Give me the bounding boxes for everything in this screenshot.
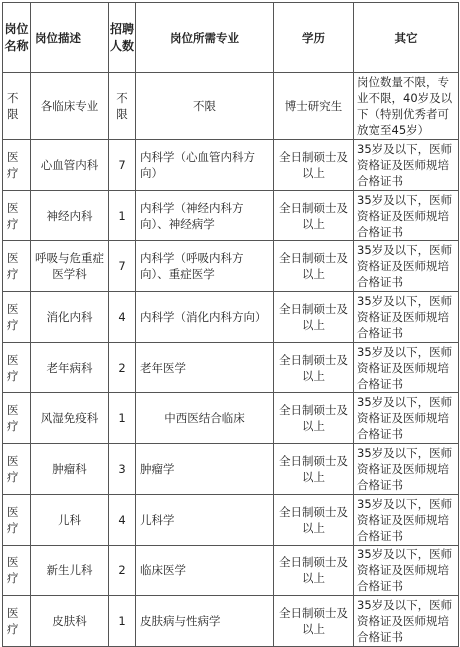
table-row — [3, 342, 459, 393]
cell-description: 心血管内科 — [31, 140, 109, 191]
cell-description: 肿瘤科 — [31, 444, 109, 495]
cell-count: 7 — [109, 241, 136, 292]
table-row — [3, 292, 459, 343]
header-education: 学历 — [274, 3, 354, 73]
cell-description: 消化内科 — [31, 292, 109, 343]
cell-other: 35岁及以下，医师资格证及医师规培合格证书 — [354, 494, 459, 545]
cell-category: 医疗 — [3, 241, 31, 292]
cell-other: 35岁及以下，医师资格证及医师规培合格证书 — [354, 292, 459, 343]
cell-description: 风湿免疫科 — [31, 393, 109, 444]
cell-count: 2 — [109, 545, 136, 596]
table-row — [3, 545, 459, 596]
cell-count: 4 — [109, 494, 136, 545]
cell-category: 医疗 — [3, 342, 31, 393]
cell-education: 全日制硕士及以上 — [274, 444, 354, 495]
cell-category: 医疗 — [3, 190, 31, 241]
cell-description: 神经内科 — [31, 190, 109, 241]
cell-education: 博士研究生 — [274, 73, 354, 140]
cell-category: 医疗 — [3, 292, 31, 343]
table-row — [3, 444, 459, 495]
cell-description: 各临床专业 — [31, 73, 109, 140]
table-row — [3, 393, 459, 444]
cell-count: 1 — [109, 596, 136, 647]
cell-major: 中西医结合临床 — [136, 393, 274, 444]
cell-description: 呼吸与危重症医学科 — [31, 241, 109, 292]
cell-count: 1 — [109, 393, 136, 444]
cell-other: 35岁及以下，医师资格证及医师规培合格证书 — [354, 241, 459, 292]
cell-major: 内科学（神经内科方向）、神经病学 — [136, 190, 274, 241]
cell-description: 儿科 — [31, 494, 109, 545]
table-row — [3, 190, 459, 241]
recruitment-table — [2, 2, 459, 647]
cell-major: 内科学（呼吸内科方向）、重症医学 — [136, 241, 274, 292]
cell-education: 全日制硕士及以上 — [274, 241, 354, 292]
cell-count: 不限 — [109, 73, 136, 140]
cell-category: 医疗 — [3, 393, 31, 444]
cell-major: 皮肤病与性病学 — [136, 596, 274, 647]
cell-other: 岗位数量不限，专业不限，40岁及以下（特别优秀者可放宽至45岁） — [354, 73, 459, 140]
cell-category: 医疗 — [3, 494, 31, 545]
cell-category: 医疗 — [3, 596, 31, 647]
cell-other: 35岁及以下，医师资格证及医师规培合格证书 — [354, 342, 459, 393]
cell-other: 35岁及以下，医师资格证及医师规培合格证书 — [354, 393, 459, 444]
cell-education: 全日制硕士及以上 — [274, 342, 354, 393]
cell-major: 不限 — [136, 73, 274, 140]
cell-description: 新生儿科 — [31, 545, 109, 596]
cell-education: 全日制硕士及以上 — [274, 393, 354, 444]
cell-other: 35岁及以下，医师资格证及医师规培合格证书 — [354, 140, 459, 191]
header-count: 招聘人数 — [109, 3, 136, 73]
header-major: 岗位所需专业 — [136, 3, 274, 73]
cell-major: 老年医学 — [136, 342, 274, 393]
header-description: 岗位描述 — [31, 3, 109, 73]
cell-other: 35岁及以下，医师资格证及医师规培合格证书 — [354, 545, 459, 596]
cell-major: 儿科学 — [136, 494, 274, 545]
table-row — [3, 241, 459, 292]
cell-major: 内科学（心血管内科方向） — [136, 140, 274, 191]
cell-education: 全日制硕士及以上 — [274, 596, 354, 647]
cell-education: 全日制硕士及以上 — [274, 494, 354, 545]
cell-category: 医疗 — [3, 444, 31, 495]
header-other: 其它 — [354, 3, 459, 73]
table-row — [3, 596, 459, 647]
table-header-row — [3, 3, 459, 73]
cell-major: 内科学（消化内科方向） — [136, 292, 274, 343]
cell-other: 35岁及以下，医师资格证及医师规培合格证书 — [354, 190, 459, 241]
cell-count: 1 — [109, 190, 136, 241]
cell-education: 全日制硕士及以上 — [274, 545, 354, 596]
cell-education: 全日制硕士及以上 — [274, 190, 354, 241]
cell-category: 医疗 — [3, 545, 31, 596]
cell-education: 全日制硕士及以上 — [274, 292, 354, 343]
table-body — [3, 73, 459, 647]
header-category: 岗位名称 — [3, 3, 31, 73]
cell-description: 老年病科 — [31, 342, 109, 393]
table-row — [3, 494, 459, 545]
cell-other: 35岁及以下，医师资格证及医师规培合格证书 — [354, 444, 459, 495]
cell-count: 3 — [109, 444, 136, 495]
table-row — [3, 140, 459, 191]
cell-count: 2 — [109, 342, 136, 393]
table-row — [3, 73, 459, 140]
cell-category: 不限 — [3, 73, 31, 140]
cell-major: 肿瘤学 — [136, 444, 274, 495]
cell-description: 皮肤科 — [31, 596, 109, 647]
cell-education: 全日制硕士及以上 — [274, 140, 354, 191]
cell-category: 医疗 — [3, 140, 31, 191]
cell-count: 4 — [109, 292, 136, 343]
cell-major: 临床医学 — [136, 545, 274, 596]
cell-other: 35岁及以下，医师资格证及医师规培合格证书 — [354, 596, 459, 647]
cell-count: 7 — [109, 140, 136, 191]
